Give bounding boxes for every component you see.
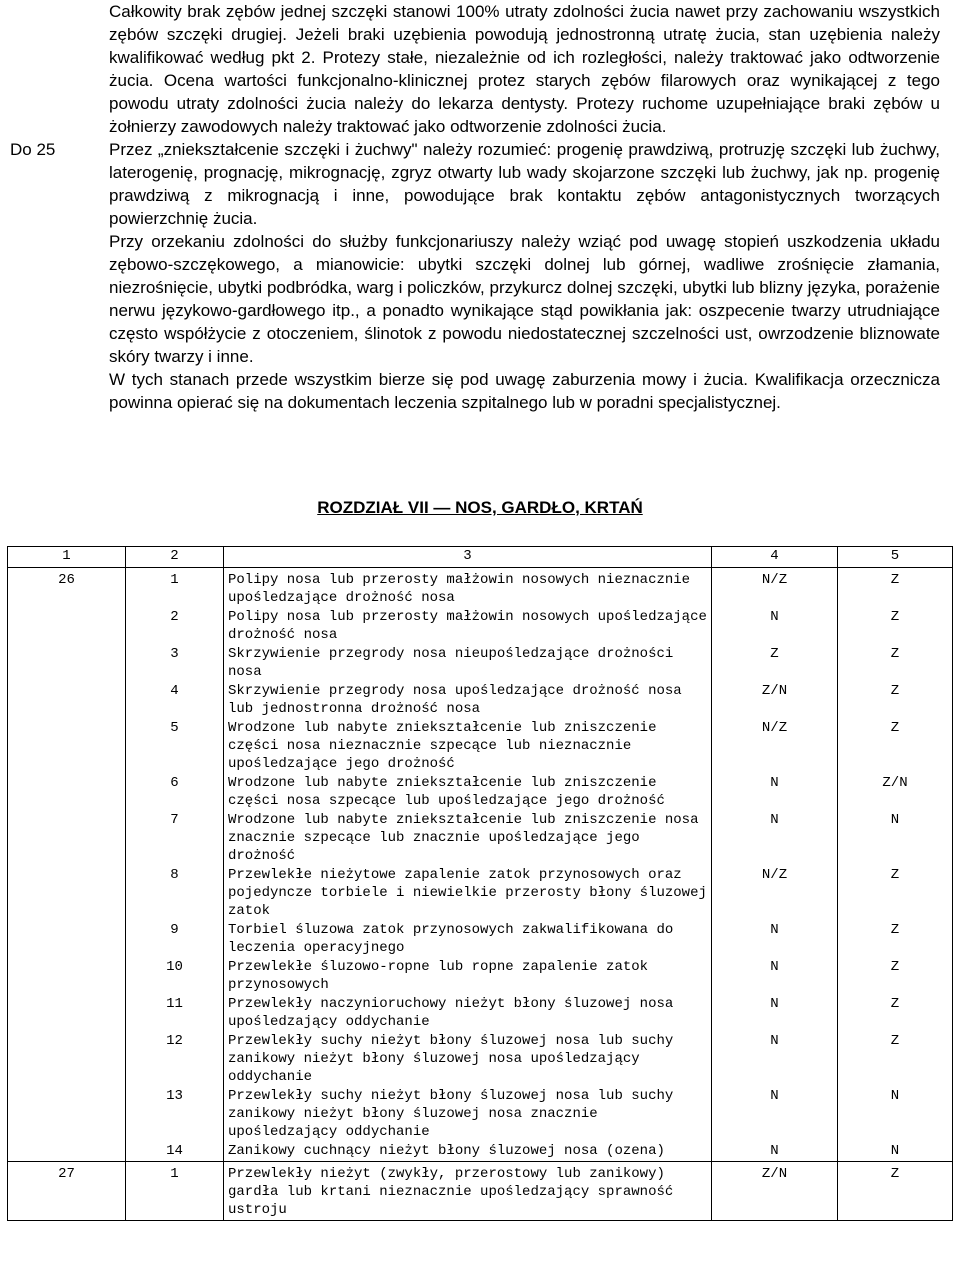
table-row [8, 774, 953, 811]
prose-section [10, 0, 940, 414]
table-cell-c4: N [712, 1087, 838, 1142]
table-cell-c2: 9 [126, 921, 224, 958]
table-cell-c3: Torbiel śluzowa zatok przynosowych zakwalifikowana do leczenia operacyjnego [224, 921, 712, 958]
table-cell-c1 [8, 682, 126, 719]
table-cell-c4: N [712, 1032, 838, 1087]
table-cell-c3: Polipy nosa lub przerosty małżowin nosowych upośledzające drożność nosa [224, 608, 712, 645]
do25-block [10, 138, 940, 414]
table-row [8, 568, 953, 609]
header-cell-5: 5 [838, 547, 953, 568]
table-cell-c3: Przewlekłe śluzowo-ropne lub ropne zapalenie zatok przynosowych [224, 958, 712, 995]
table-cell-c2: 11 [126, 995, 224, 1032]
table-cell-c1: 27 [8, 1162, 126, 1221]
intro-paragraph: Całkowity brak zębów jednej szczęki stanowi 100% utraty zdolności żucia nawet przy zachowaniu wszystkich zębów szczęki drugiej. Jeżeli braki uzębienia powodują jednostronną utratę żucia, stan uzębienia należy kwalifikować według pkt 2. Protezy stałe, niezależnie od ich rozległości, należy traktować jako odtworzenie żucia. Ocena wartości funkcjonalno-klinicznej protez starych zębów filarowych oraz wynikającej z tego powodu utraty zdolności żucia należy do lekarza dentysty. Protezy ruchome uzupełniające braki zębów u żołnierzy zawodowych należy traktować jako odtworzenie zdolności żucia. [109, 2, 940, 136]
header-cell-3: 3 [224, 547, 712, 568]
table-row [8, 1142, 953, 1162]
table-cell-c5: N [838, 1087, 953, 1142]
table-body [8, 547, 953, 1221]
table-cell-c4: N/Z [712, 866, 838, 921]
do25-paragraph-2: Przy orzekaniu zdolności do służby funkcjonariuszy należy wziąć pod uwagę stopień uszkodzenia układu zębowo-szczękowego, a mianowicie: ubytki szczęki dolnej lub górnej, wadliwe zrośnięcie złamania, niezrośnięcie, ubytki podbródka, warg i policzków, przykurcz dolnej szczęki, ubytki lub blizny języka, porażenie nerwu językowo-gardłowego itp., a ponadto wynikające stąd powikłania jak: oszpecenie twarzy utrudniające często współżycie z otoczeniem, ślinotok z powodu niedostatecznej szczelności ust, owrzodzenie bliznowate skóry twarzy i inne. [109, 232, 940, 366]
table-cell-c1 [8, 921, 126, 958]
table-cell-c3: Zanikowy cuchnący nieżyt błony śluzowej nosa (ozena) [224, 1142, 712, 1162]
table-row [8, 645, 953, 682]
table-cell-c2: 5 [126, 719, 224, 774]
table-cell-c3: Przewlekły suchy nieżyt błony śluzowej nosa lub suchy zanikowy nieżyt błony śluzowej nosa upośledzający oddychanie [224, 1032, 712, 1087]
table-cell-c1 [8, 719, 126, 774]
table-cell-c5: N [838, 811, 953, 866]
table-row [8, 719, 953, 774]
table-cell-c2: 10 [126, 958, 224, 995]
table-cell-c4: N [712, 958, 838, 995]
do25-label: Do 25 [10, 140, 56, 159]
do25-body [109, 138, 940, 414]
table-cell-c4: N [712, 608, 838, 645]
table-cell-c1 [8, 811, 126, 866]
table-cell-c2: 2 [126, 608, 224, 645]
table-row [8, 958, 953, 995]
table-cell-c1 [8, 645, 126, 682]
table-row [8, 1162, 953, 1221]
table-cell-c5: Z/N [838, 774, 953, 811]
table-cell-c1 [8, 1032, 126, 1087]
header-cell-1: 1 [8, 547, 126, 568]
table-cell-c5: Z [838, 995, 953, 1032]
table-row [8, 866, 953, 921]
table-row [8, 1087, 953, 1142]
table-cell-c2: 3 [126, 645, 224, 682]
table-row [8, 921, 953, 958]
table-cell-c1: 26 [8, 568, 126, 609]
table-cell-c5: Z [838, 719, 953, 774]
table-cell-c3: Przewlekłe nieżytowe zapalenie zatok przynosowych oraz pojedyncze torbiele i niewielkie przerosty błony śluzowej zatok [224, 866, 712, 921]
table-row [8, 608, 953, 645]
table-cell-c1 [8, 608, 126, 645]
table-cell-c5: Z [838, 866, 953, 921]
table-cell-c4: N/Z [712, 568, 838, 609]
table-cell-c3: Przewlekły naczynioruchowy nieżyt błony śluzowej nosa upośledzający oddychanie [224, 995, 712, 1032]
table-cell-c4: Z/N [712, 1162, 838, 1221]
table-row [8, 811, 953, 866]
table-cell-c1 [8, 958, 126, 995]
table-cell-c1 [8, 1087, 126, 1142]
table-cell-c5: Z [838, 682, 953, 719]
table-cell-c5: Z [838, 1032, 953, 1087]
qualification-table [7, 546, 953, 1221]
table-cell-c5: Z [838, 645, 953, 682]
table-cell-c3: Polipy nosa lub przerosty małżowin nosowych nieznacznie upośledzające drożność nosa [224, 568, 712, 609]
table-cell-c4: Z [712, 645, 838, 682]
table-cell-c4: N [712, 921, 838, 958]
table-cell-c3: Skrzywienie przegrody nosa upośledzające drożność nosa lub jednostronna drożność nosa [224, 682, 712, 719]
intro-block [10, 0, 940, 138]
table-header-row [8, 547, 953, 568]
table-cell-c2: 12 [126, 1032, 224, 1087]
table-cell-c5: Z [838, 921, 953, 958]
table-cell-c3: Skrzywienie przegrody nosa nieupośledzające drożności nosa [224, 645, 712, 682]
table-cell-c5: Z [838, 1162, 953, 1221]
table-cell-c4: N [712, 1142, 838, 1162]
table-cell-c2: 14 [126, 1142, 224, 1162]
header-cell-4: 4 [712, 547, 838, 568]
table-cell-c4: N/Z [712, 719, 838, 774]
table-cell-c2: 8 [126, 866, 224, 921]
table-cell-c5: Z [838, 958, 953, 995]
table-cell-c2: 4 [126, 682, 224, 719]
table-cell-c3: Wrodzone lub nabyte zniekształcenie lub zniszczenie części nosa szpecące lub upośledzające jego drożność [224, 774, 712, 811]
chapter-heading: ROZDZIAŁ VII — NOS, GARDŁO, KRTAŃ [317, 498, 643, 517]
table-cell-c5: N [838, 1142, 953, 1162]
table-cell-c4: N [712, 774, 838, 811]
table-cell-c2: 1 [126, 568, 224, 609]
table-cell-c2: 7 [126, 811, 224, 866]
table-cell-c1 [8, 995, 126, 1032]
intro-body [109, 0, 940, 138]
table-cell-c3: Wrodzone lub nabyte zniekształcenie lub zniszczenie części nosa nieznacznie szpecące lub nieznacznie upośledzające jego drożność [224, 719, 712, 774]
table-cell-c4: N [712, 811, 838, 866]
table-cell-c5: Z [838, 608, 953, 645]
table-row [8, 995, 953, 1032]
table-cell-c3: Przewlekły suchy nieżyt błony śluzowej nosa lub suchy zanikowy nieżyt błony śluzowej nosa znacznie upośledzający oddychanie [224, 1087, 712, 1142]
table-row [8, 1032, 953, 1087]
do25-paragraph-1: Przez „zniekształcenie szczęki i żuchwy" należy rozumieć: progenię prawdziwą, protruzję szczęki lub żuchwy, laterogenię, prognację, mikrognację, zgryz otwarty lub wady skojarzone szczęki lub żuchwy, jak np. progenię prawdziwą z mikrognacją i inne, powodujące brak kontaktu zębów antagonistycznych tworzących powierzchnię żucia. [109, 140, 940, 228]
table-cell-c1 [8, 1142, 126, 1162]
table-cell-c1 [8, 866, 126, 921]
table-cell-c2: 13 [126, 1087, 224, 1142]
table-row [8, 682, 953, 719]
table-cell-c4: N [712, 995, 838, 1032]
table-cell-c3: Przewlekły nieżyt (zwykły, przerostowy lub zanikowy) gardła lub krtani nieznacznie upośledzający sprawność ustroju [224, 1162, 712, 1221]
table-cell-c4: Z/N [712, 682, 838, 719]
do25-paragraph-3: W tych stanach przede wszystkim bierze się pod uwagę zaburzenia mowy i żucia. Kwalifikacja orzecznicza powinna opierać się na dokumentach leczenia szpitalnego lub w poradni specjalistycznej. [109, 370, 940, 412]
table-cell-c3: Wrodzone lub nabyte zniekształcenie lub zniszczenie nosa znacznie szpecące lub znacznie upośledzające jego drożność [224, 811, 712, 866]
table-cell-c1 [8, 774, 126, 811]
table-cell-c5: Z [838, 568, 953, 609]
table-cell-c2: 1 [126, 1162, 224, 1221]
intro-key [10, 0, 109, 138]
header-cell-2: 2 [126, 547, 224, 568]
table-cell-c2: 6 [126, 774, 224, 811]
